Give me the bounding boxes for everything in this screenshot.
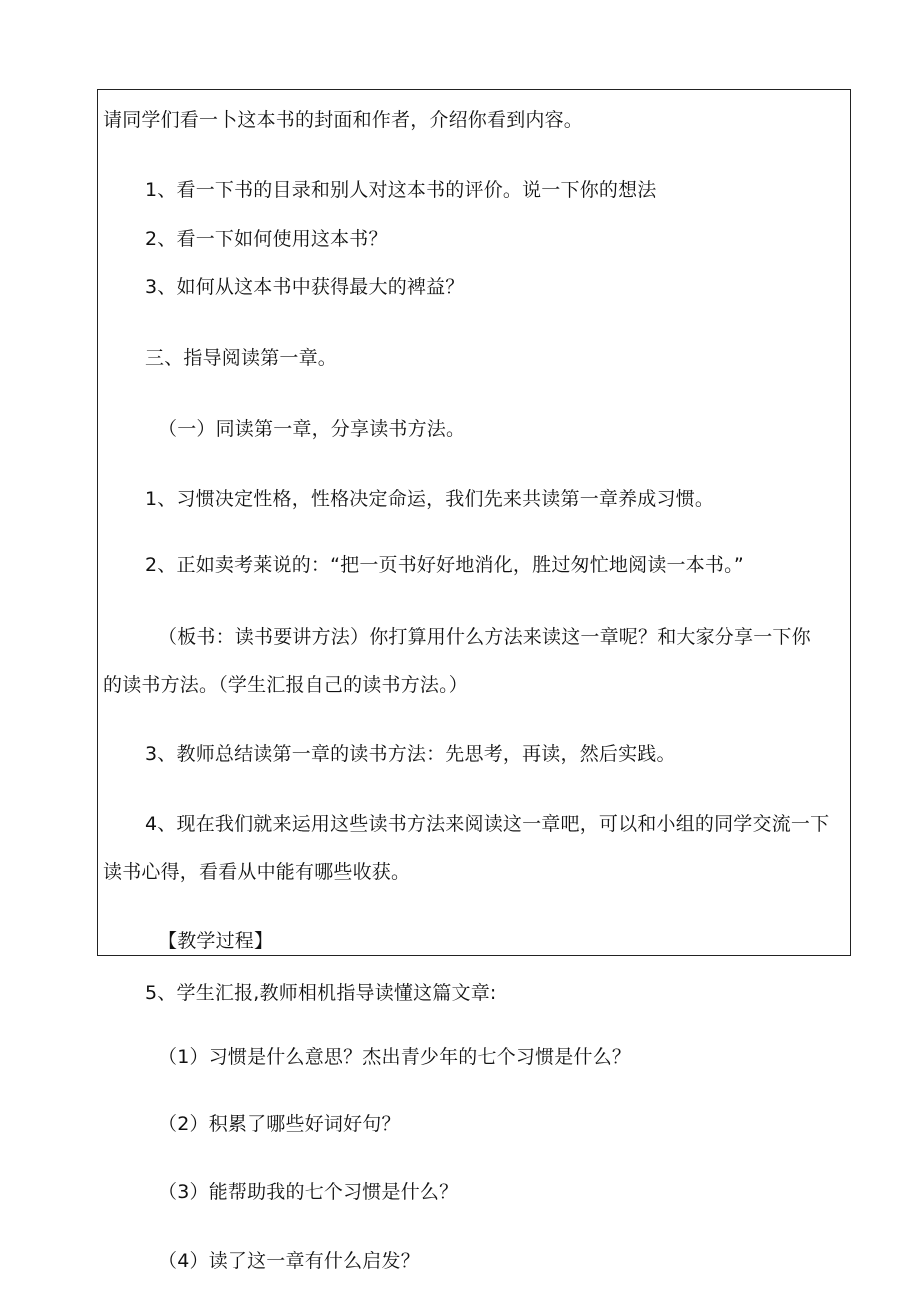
text-line-subsection-1: （一）同读第一章，分享读书方法。 bbox=[158, 418, 466, 440]
text-line-habit-1: 1、习惯决定性格，性格决定命运，我们先来共读第一章养成习惯。 bbox=[145, 488, 715, 510]
text-line-question-4: （4）读了这一章有什么启发？ bbox=[158, 1250, 420, 1272]
text-line-quote-2: 2、正如卖考莱说的：“把一页书好好地消化，胜过匆忙地阅读一本书。” bbox=[145, 554, 744, 576]
text-line-item-3: 3、如何从这本书中获得最大的裨益？ bbox=[145, 276, 465, 298]
text-line-board-note: （板书：读书要讲方法）你打算用什么方法来读这一章呢？和大家分享一下你 bbox=[158, 626, 811, 648]
text-line-question-1: （1）习惯是什么意思？杰出青少年的七个习惯是什么？ bbox=[158, 1046, 632, 1068]
text-line-item-1: 1、看一下书的目录和别人对这本书的评价。说一下你的想法 bbox=[145, 179, 657, 201]
text-line-board-note-cont: 的读书方法。（学生汇报自己的读书方法。） bbox=[103, 674, 469, 696]
text-line-question-3: （3）能帮助我的七个习惯是什么？ bbox=[158, 1181, 459, 1203]
text-line-intro: 请同学们看一卜这本书的封面和作者，介绍你看到内容。 bbox=[103, 109, 584, 131]
text-line-question-2: （2）积累了哪些好词好句？ bbox=[158, 1113, 401, 1135]
text-line-section-3: 三、指导阅读第一章。 bbox=[145, 347, 338, 369]
text-line-report-5: 5、学生汇报,教师相机指导读懂这篇文章: bbox=[145, 982, 497, 1004]
text-line-practice-4-cont: 读书心得，看看从中能有哪些收获。 bbox=[103, 861, 411, 883]
text-line-item-2: 2、看一下如何使用这本书？ bbox=[145, 228, 388, 250]
text-line-practice-4: 4、现在我们就来运用这些读书方法来阅读这一章吧，可以和小组的同学交流一下 bbox=[145, 813, 830, 835]
text-line-teaching-process: 【教学过程】 bbox=[158, 930, 274, 952]
text-line-summary-3: 3、教师总结读第一章的读书方法：先思考，再读，然后实践。 bbox=[145, 743, 676, 765]
